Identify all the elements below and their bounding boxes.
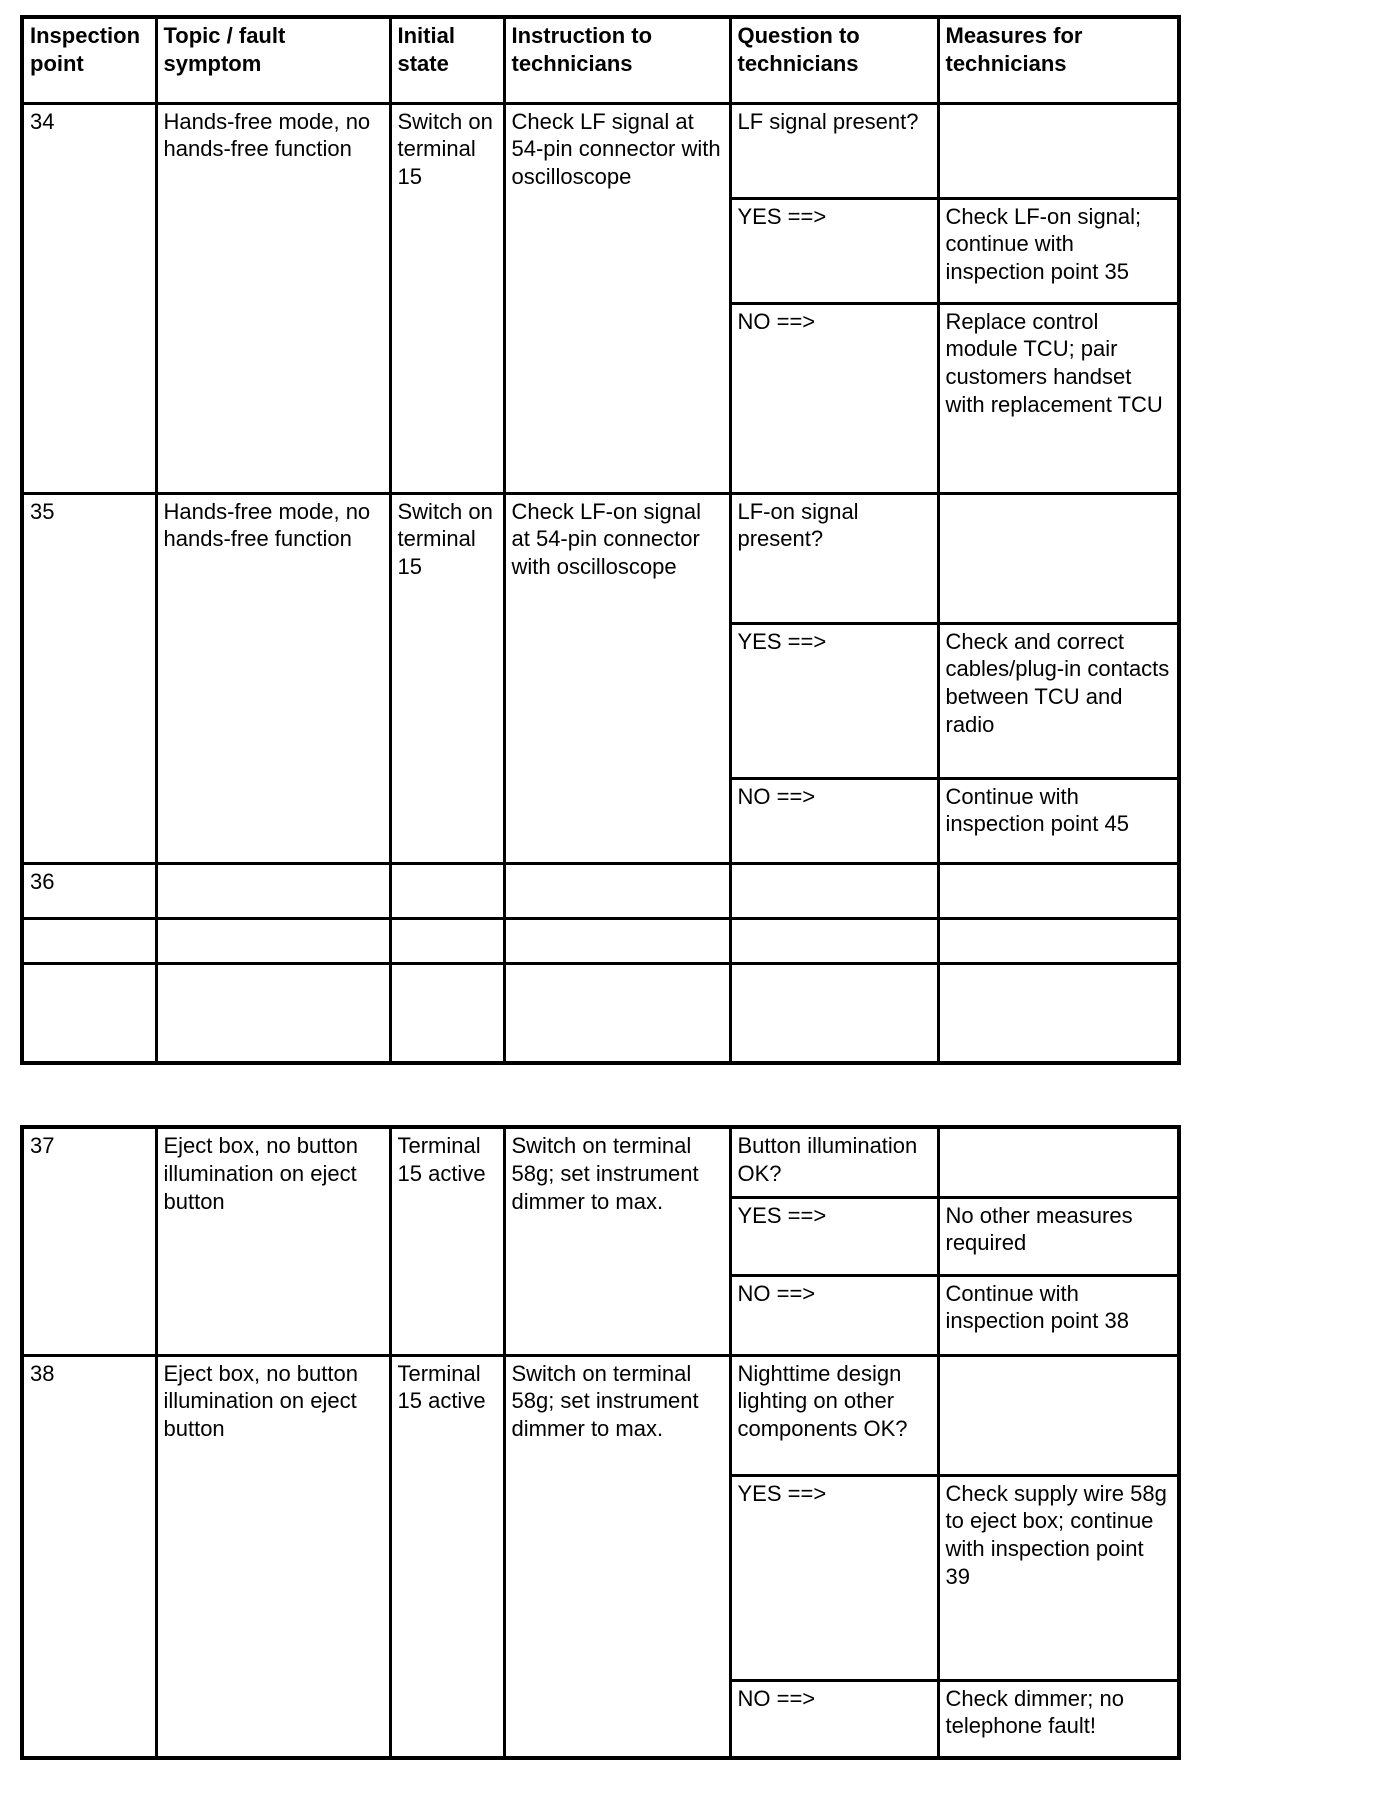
cell-instruction xyxy=(504,863,730,918)
cell-question xyxy=(730,918,938,963)
header-row xyxy=(22,17,1179,103)
row-34-question xyxy=(22,103,1179,198)
row-empty-1 xyxy=(22,918,1179,963)
cell-question: Nighttime design lighting on other components OK? xyxy=(730,1355,938,1475)
cell-inspection-point: 34 xyxy=(22,103,156,493)
cell-initial-state: Switch on terminal 15 xyxy=(390,103,504,493)
cell-instruction: Switch on terminal 58g; set instrument dimmer to max. xyxy=(504,1355,730,1758)
row-empty-2 xyxy=(22,963,1179,1063)
cell-initial-state xyxy=(390,918,504,963)
cell-measure xyxy=(938,1127,1179,1197)
cell-measure-yes: Check supply wire 58g to eject box; continue with inspection point 39 xyxy=(938,1475,1179,1680)
cell-inspection-point: 35 xyxy=(22,493,156,863)
page-break-gap xyxy=(20,1065,1392,1125)
cell-measure xyxy=(938,863,1179,918)
row-37-question xyxy=(22,1127,1179,1197)
cell-measure xyxy=(938,918,1179,963)
row-36 xyxy=(22,863,1179,918)
cell-measure-yes: No other measures required xyxy=(938,1197,1179,1275)
cell-topic: Eject box, no button illumination on eject button xyxy=(156,1127,390,1355)
cell-instruction: Switch on terminal 58g; set instrument dimmer to max. xyxy=(504,1127,730,1355)
cell-inspection-point xyxy=(22,918,156,963)
cell-question-yes: YES ==> xyxy=(730,1197,938,1275)
cell-topic: Hands-free mode, no hands-free function xyxy=(156,103,390,493)
cell-question-no: NO ==> xyxy=(730,778,938,863)
header-topic: Topic / fault symptom xyxy=(156,17,390,103)
header-instruction: Instruction to technicians xyxy=(504,17,730,103)
cell-question-no: NO ==> xyxy=(730,303,938,493)
cell-inspection-point xyxy=(22,963,156,1063)
troubleshooting-table-lower xyxy=(20,1125,1181,1760)
cell-measure xyxy=(938,1355,1179,1475)
cell-question xyxy=(730,963,938,1063)
cell-question: LF-on signal present? xyxy=(730,493,938,623)
cell-measure xyxy=(938,493,1179,623)
cell-measure-yes: Check and correct cables/plug-in contacts between TCU and radio xyxy=(938,623,1179,778)
cell-initial-state xyxy=(390,963,504,1063)
cell-measure-no: Check dimmer; no telephone fault! xyxy=(938,1680,1179,1758)
cell-question-yes: YES ==> xyxy=(730,1475,938,1680)
cell-instruction: Check LF signal at 54-pin connector with oscilloscope xyxy=(504,103,730,493)
cell-inspection-point: 36 xyxy=(22,863,156,918)
cell-measure-no: Continue with inspection point 45 xyxy=(938,778,1179,863)
header-initial-state: Initial state xyxy=(390,17,504,103)
cell-question: Button illumination OK? xyxy=(730,1127,938,1197)
cell-inspection-point: 37 xyxy=(22,1127,156,1355)
cell-initial-state: Switch on terminal 15 xyxy=(390,493,504,863)
cell-initial-state: Terminal 15 active xyxy=(390,1127,504,1355)
cell-inspection-point: 38 xyxy=(22,1355,156,1758)
cell-question-no: NO ==> xyxy=(730,1680,938,1758)
cell-question-no: NO ==> xyxy=(730,1275,938,1355)
cell-measure-no: Continue with inspection point 38 xyxy=(938,1275,1179,1355)
cell-measure-yes: Check LF-on signal; continue with inspection point 35 xyxy=(938,198,1179,303)
cell-question xyxy=(730,863,938,918)
cell-initial-state xyxy=(390,863,504,918)
cell-measure-no: Replace control module TCU; pair customers handset with replacement TCU xyxy=(938,303,1179,493)
cell-measure xyxy=(938,103,1179,198)
header-inspection-point: Inspection point xyxy=(22,17,156,103)
troubleshooting-table-upper xyxy=(20,15,1181,1065)
header-measures: Measures for technicians xyxy=(938,17,1179,103)
cell-instruction: Check LF-on signal at 54-pin connector with oscilloscope xyxy=(504,493,730,863)
cell-instruction xyxy=(504,918,730,963)
cell-question-yes: YES ==> xyxy=(730,623,938,778)
cell-initial-state: Terminal 15 active xyxy=(390,1355,504,1758)
row-35-question xyxy=(22,493,1179,623)
cell-topic: Hands-free mode, no hands-free function xyxy=(156,493,390,863)
cell-topic xyxy=(156,918,390,963)
cell-measure xyxy=(938,963,1179,1063)
header-question: Question to technicians xyxy=(730,17,938,103)
cell-topic: Eject box, no button illumination on eject button xyxy=(156,1355,390,1758)
cell-question: LF signal present? xyxy=(730,103,938,198)
cell-instruction xyxy=(504,963,730,1063)
row-38-question xyxy=(22,1355,1179,1475)
cell-topic xyxy=(156,863,390,918)
cell-question-yes: YES ==> xyxy=(730,198,938,303)
cell-topic xyxy=(156,963,390,1063)
